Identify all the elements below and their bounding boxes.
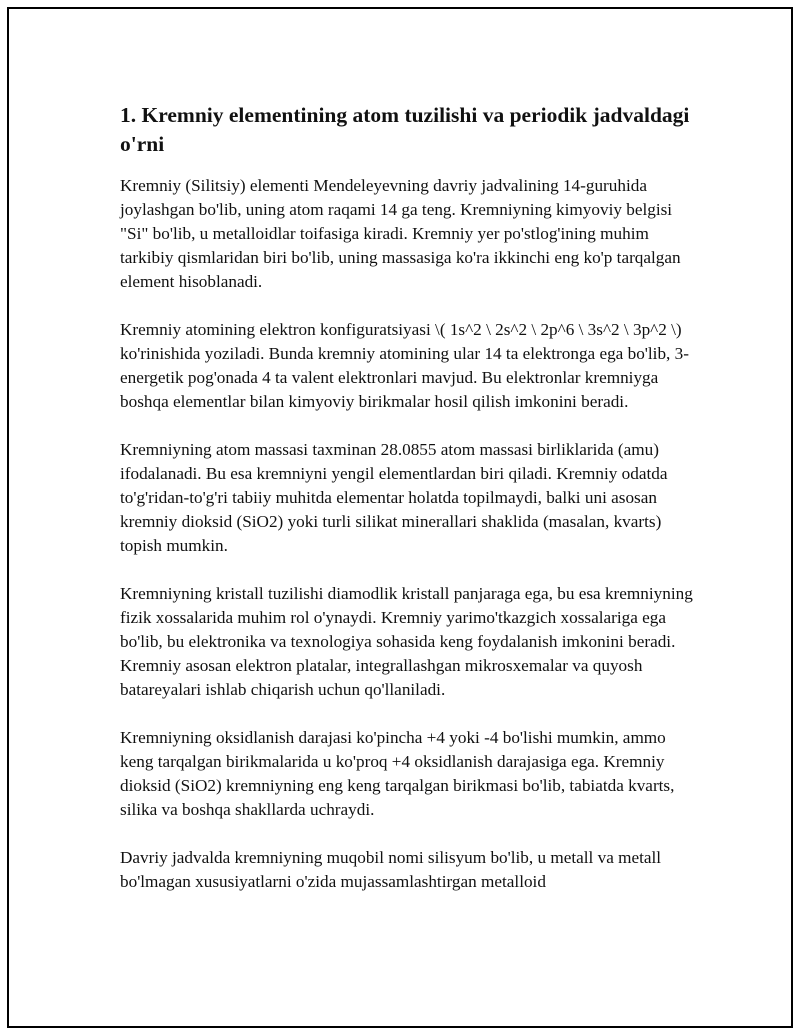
paragraph-4: Kremniyning kristall tuzilishi diamodlik kristall panjaraga ega, bu esa kremniyning fizik xossalarida muhim rol o'ynaydi. Kremniy yarimo'tkazgich xossalariga ega bo'lib, bu elektronika va texnologiya sohasida keng foydalanish imkonini beradi. Kremniy asosan elektron platalar, integrallashgan mikrosxemalar va quyosh batareyalari ishlab chiqarish uchun qo'llaniladi. — [120, 584, 693, 699]
document-content — [120, 101, 700, 918]
paragraph-2: Kremniy atomining elektron konfiguratsiyasi \( 1s^2 \ 2s^2 \ 2p^6 \ 3s^2 \ 3p^2 \) ko'rinishida yoziladi. Bunda kremniy atomining ular 14 ta elektronga ega bo'lib, 3-energetik pog'onada 4 ta valent elektronlari mavjud. Bu elektronlar kremniyga boshqa elementlar bilan kimyoviy birikmalar hosil qilish imkonini beradi. — [120, 320, 689, 411]
section-heading: 1. Kremniy elementining atom tuzilishi va periodik jadvaldagi o'rni — [120, 103, 690, 156]
paragraph-5: Kremniyning oksidlanish darajasi ko'pincha +4 yoki -4 bo'lishi mumkin, ammo keng tarqalgan birikmalarida u ko'proq +4 oksidlanish darajasiga ega. Kremniy dioksid (SiO2) kremniyning eng keng tarqalgan birikmasi bo'lib, tabiatda kvarts, silika va boshqa shakllarda uchraydi. — [120, 728, 675, 819]
paragraph-1: Kremniy (Silitsiy) elementi Mendeleyevning davriy jadvalining 14-guruhida joylashgan bo'lib, uning atom raqami 14 ga teng. Kremniyning kimyoviy belgisi "Si" bo'lib, u metalloidlar toifasiga kiradi. Kremniy yer po'stlog'ining muhim tarkibiy qismlaridan biri bo'lib, uning massasiga ko'ra ikkinchi eng ko'p tarqalgan element hisoblanadi. — [120, 176, 681, 291]
paragraph-3: Kremniyning atom massasi taxminan 28.0855 atom massasi birliklarida (amu) ifodalanadi. Bu esa kremniyni yengil elementlardan biri qiladi. Kremniy odatda to'g'ridan-to'g'ri tabiiy muhitda elementar holatda topilmaydi, balki uni asosan kremniy dioksid (SiO2) yoki turli silikat minerallari shaklida (masalan, kvarts) topish mumkin. — [120, 440, 668, 555]
paragraph-6: Davriy jadvalda kremniyning muqobil nomi silisyum bo'lib, u metall va metall bo'lmagan xususiyatlarni o'zida mujassamlashtirgan metalloid — [120, 848, 662, 891]
page-frame — [7, 7, 793, 1028]
